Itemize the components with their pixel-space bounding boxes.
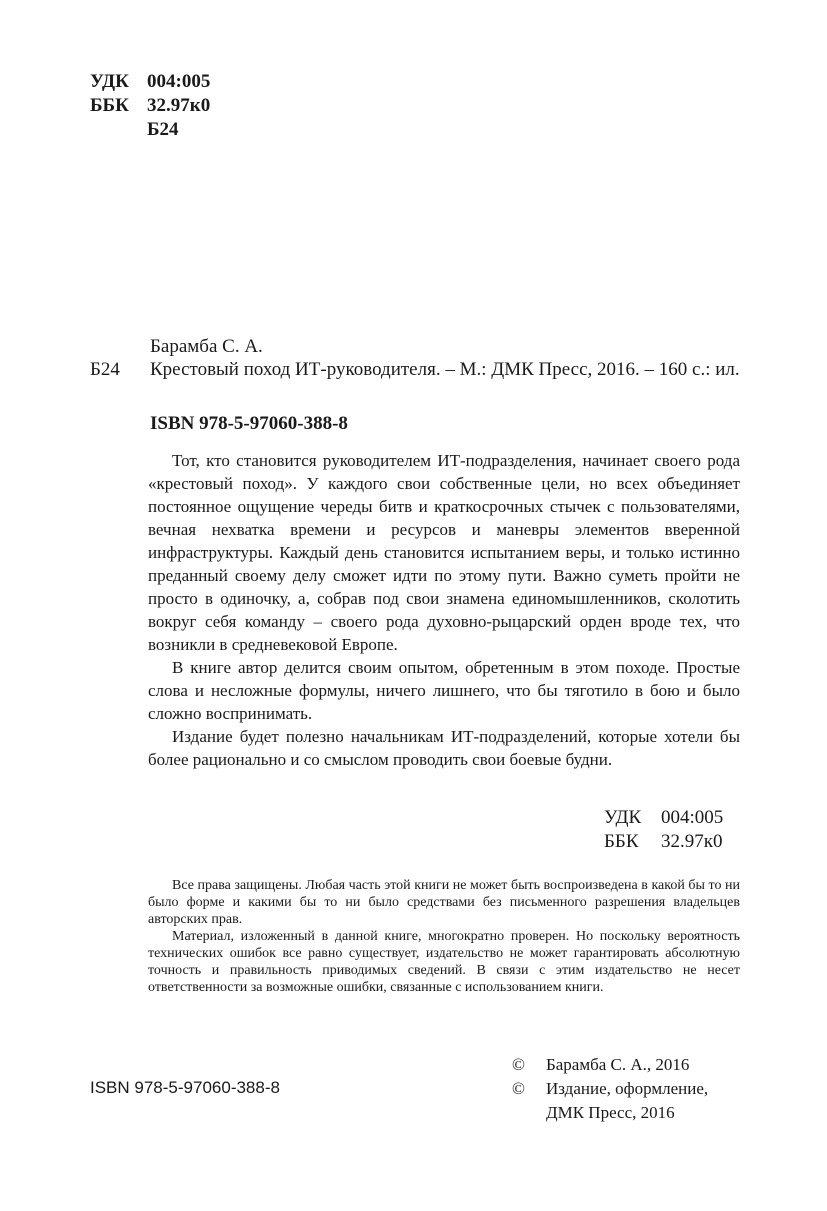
copyright-edition-row [512,1077,708,1101]
author-mark-row [90,118,210,142]
rights-paragraph: Материал, изложенный в данной книге, многократно проверен. Но поскольку вероятность технических ошибок все равно существует, издательство не может гарантировать абсолютную точность и правильность приводимых сведений. В связи с этим издательство не несет ответственности за возможные ошибки, связанные с использованием книги. [148,929,740,995]
top-classification [90,70,210,142]
udk-value: 004:005 [147,71,211,92]
udk-row [90,70,210,94]
right-classification [604,806,723,854]
catalog-author: Барамба С. А. [150,336,263,357]
udk-row [604,806,723,830]
rights-paragraph: Все права защищены. Любая часть этой книги не может быть воспроизведена в какой бы то ни было форме и какими бы то ни было средствами без письменного разрешения владельцев авторских прав. [148,878,740,927]
copyright-edition-line1: Издание, оформление, [546,1079,709,1098]
copyright-block [512,1053,708,1125]
bbk-row [604,830,723,854]
annotation [148,449,740,771]
copyright-symbol: © [512,1055,525,1074]
author-mark: Б24 [147,119,179,140]
bbk-label: ББК [604,831,639,852]
bbk-label: ББК [90,95,129,116]
rights-notice [148,877,740,996]
annotation-paragraph: Тот, кто становится руководителем ИТ-подразделения, начинает своего рода «крестовый поход». У каждого свои собственные цели, но всех объединяет постоянное ощущение череды битв и краткосрочных стычек с пользователями, вечная нехватка времени и ресурсов и маневры элементов вверенной инфраструктуры. Каждый день становится испытанием веры, и только истинно преданный своему делу сможет идти по этому пути. Важно суметь пройти не просто в одиночку, а, собрав под свои знамена единомышленников, сколотить вокруг себя команду – своего рода духовно-рыцарский орден вроде тех, что возникли в средневековой Европе. [148,451,740,654]
udk-label: УДК [604,807,642,828]
copyright-author-row [512,1053,708,1077]
bbk-value: 32.97к0 [147,95,211,116]
catalog-title: Крестовый поход ИТ-руководителя. – М.: ДМК Пресс, 2016. – 160 с.: ил. [150,359,740,380]
bbk-value: 32.97к0 [661,831,723,852]
annotation-paragraph: Издание будет полезно начальникам ИТ-подразделений, которые хотели бы более рационально и со смыслом проводить свои боевые будни. [148,727,740,769]
catalog-author-mark: Б24 [90,359,120,380]
annotation-paragraph: В книге автор делится своим опытом, обретенным в этом походе. Простые слова и несложные формулы, ничего лишнего, что бы тяготило в бою и было сложно воспринимать. [148,658,740,723]
copyright-edition-row-2 [512,1101,708,1125]
bbk-row [90,94,210,118]
catalog-isbn: ISBN 978-5-97060-388-8 [150,413,348,434]
udk-label: УДК [90,71,129,92]
bottom-isbn: ISBN 978-5-97060-388-8 [90,1078,280,1097]
copyright-author: Барамба С. А., 2016 [546,1055,690,1074]
copyright-edition-line2: ДМК Пресс, 2016 [546,1103,675,1122]
udk-value: 004:005 [661,807,724,828]
copyright-symbol: © [512,1079,525,1098]
